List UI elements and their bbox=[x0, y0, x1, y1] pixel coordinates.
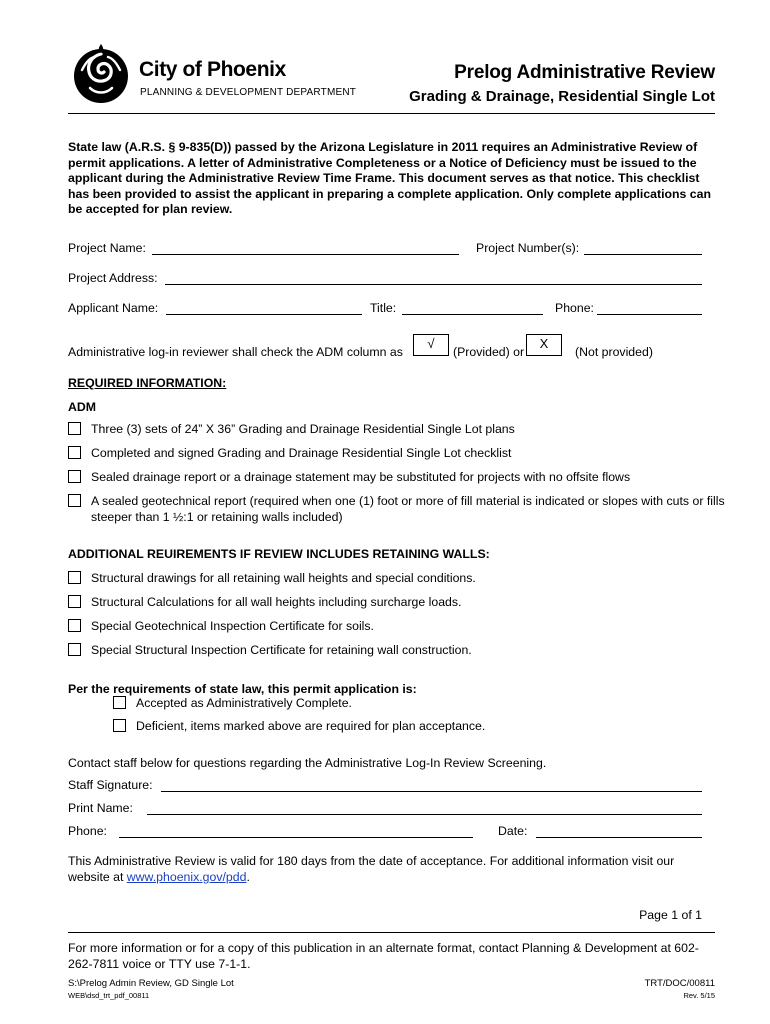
required-item-text: Three (3) sets of 24” X 36” Grading and Drainage Residential Single Lot plans bbox=[91, 422, 515, 436]
status-option-accepted bbox=[113, 695, 352, 711]
website-link[interactable]: www.phoenix.gov/pdd bbox=[126, 870, 247, 884]
additional-item bbox=[68, 618, 728, 634]
status-option-deficient bbox=[113, 718, 485, 734]
not-provided-label: (Not provided) bbox=[575, 345, 653, 359]
phoenix-bird-icon bbox=[68, 40, 134, 106]
validity-note bbox=[68, 853, 708, 885]
validity-suffix: . bbox=[246, 870, 250, 884]
org-name: City of Phoenix bbox=[139, 58, 286, 81]
phone-label: Phone: bbox=[555, 301, 594, 315]
adm-checkbox[interactable] bbox=[68, 595, 81, 608]
title-field[interactable] bbox=[402, 314, 543, 315]
project-number-label: Project Number(s): bbox=[476, 241, 580, 255]
required-item-text: A sealed geotechnical report (required when one (1) foot or more of fill material is indicated or slopes with cuts or fills steeper than 1 ½:1 or retaining walls included) bbox=[91, 494, 725, 524]
provided-check-icon: √ bbox=[413, 334, 449, 356]
deficient-checkbox[interactable] bbox=[113, 719, 126, 732]
status-option-text: Accepted as Administratively Complete. bbox=[136, 696, 352, 710]
adm-checkbox[interactable] bbox=[68, 643, 81, 656]
header-divider bbox=[68, 113, 715, 114]
project-address-label: Project Address: bbox=[68, 271, 158, 285]
additional-item-text: Special Structural Inspection Certificate for retaining wall construction. bbox=[91, 643, 472, 657]
required-item bbox=[68, 493, 728, 525]
footer-note: For more information or for a copy of this publication in an alternate format, contact Planning & Development at 602-262-7811 voice or TTY use 7-1-1. bbox=[68, 941, 699, 971]
provided-label: (Provided) or bbox=[453, 345, 525, 359]
applicant-phone-field[interactable] bbox=[597, 314, 702, 315]
adm-checkbox[interactable] bbox=[68, 619, 81, 632]
accepted-checkbox[interactable] bbox=[113, 696, 126, 709]
additional-item-text: Structural drawings for all retaining wall heights and special conditions. bbox=[91, 571, 476, 585]
web-id: WEB\dsd_trt_pdf_00811 bbox=[68, 991, 150, 1000]
applicant-name-label: Applicant Name: bbox=[68, 301, 159, 315]
adm-checkbox[interactable] bbox=[68, 422, 81, 435]
additional-item-text: Special Geotechnical Inspection Certificate for soils. bbox=[91, 619, 374, 633]
revision-label: Rev. 5/15 bbox=[683, 991, 715, 1000]
department-name: PLANNING & DEVELOPMENT DEPARTMENT bbox=[140, 87, 357, 98]
status-heading: Per the requirements of state law, this permit application is: bbox=[68, 682, 417, 696]
staff-signature-label: Staff Signature: bbox=[68, 778, 153, 792]
page-number: Page 1 of 1 bbox=[639, 908, 702, 922]
validity-text: This Administrative Review is valid for 180 days from the date of acceptance. For additional information visit our website at bbox=[68, 854, 675, 884]
additional-item-text: Structural Calculations for all wall heights including surcharge loads. bbox=[91, 595, 462, 609]
required-item bbox=[68, 469, 728, 485]
additional-requirements-heading: ADDITIONAL REUIREMENTS IF REVIEW INCLUDES RETAINING WALLS: bbox=[68, 547, 490, 561]
print-name-field[interactable] bbox=[147, 814, 702, 815]
adm-checkbox[interactable] bbox=[68, 446, 81, 459]
adm-legend-text: Administrative log-in reviewer shall check the ADM column as bbox=[68, 345, 403, 359]
project-name-label: Project Name: bbox=[68, 241, 146, 255]
adm-checkbox[interactable] bbox=[68, 571, 81, 584]
document-code: TRT/DOC/00811 bbox=[644, 978, 715, 989]
staff-phone-label: Phone: bbox=[68, 824, 107, 838]
date-label: Date: bbox=[498, 824, 528, 838]
adm-checkbox[interactable] bbox=[68, 494, 81, 507]
footer-divider bbox=[68, 932, 715, 933]
project-address-field[interactable] bbox=[165, 284, 702, 285]
status-option-text: Deficient, items marked above are required for plan acceptance. bbox=[136, 719, 486, 733]
intro-paragraph: State law (A.R.S. § 9-835(D)) passed by the Arizona Legislature in 2011 requires an Administrative Review of permit applications. A letter of Administrative Completeness or a Notice of Deficiency must be issued to the applicant during the Administrative Review Time Frame. This document serves as that notice. This checklist has been provided to assist the applicant in preparing a complete application. Only complete applications can be accepted for plan review. bbox=[68, 140, 711, 217]
title-label: Title: bbox=[370, 301, 397, 315]
required-item bbox=[68, 445, 728, 461]
required-item-text: Sealed drainage report or a drainage statement may be substituted for projects with no offsite flows bbox=[91, 470, 631, 484]
adm-checkbox[interactable] bbox=[68, 470, 81, 483]
document-subtitle: Grading & Drainage, Residential Single Lot bbox=[409, 88, 715, 105]
document-title: Prelog Administrative Review bbox=[454, 62, 715, 83]
adm-column-heading: ADM bbox=[68, 400, 97, 414]
additional-item bbox=[68, 642, 728, 658]
not-provided-x-icon: X bbox=[526, 334, 562, 356]
project-number-field[interactable] bbox=[584, 254, 702, 255]
additional-item bbox=[68, 570, 728, 586]
file-path: S:\Prelog Admin Review, GD Single Lot bbox=[68, 978, 234, 989]
staff-signature-field[interactable] bbox=[161, 791, 702, 792]
date-field[interactable] bbox=[536, 837, 702, 838]
required-info-heading: REQUIRED INFORMATION: bbox=[68, 376, 227, 390]
additional-item bbox=[68, 594, 728, 610]
required-item bbox=[68, 421, 728, 437]
print-name-label: Print Name: bbox=[68, 801, 133, 815]
required-item-text: Completed and signed Grading and Drainage Residential Single Lot checklist bbox=[91, 446, 512, 460]
applicant-name-field[interactable] bbox=[166, 314, 362, 315]
staff-phone-field[interactable] bbox=[119, 837, 473, 838]
contact-note: Contact staff below for questions regarding the Administrative Log-In Review Screening. bbox=[68, 756, 547, 770]
project-name-field[interactable] bbox=[152, 254, 459, 255]
